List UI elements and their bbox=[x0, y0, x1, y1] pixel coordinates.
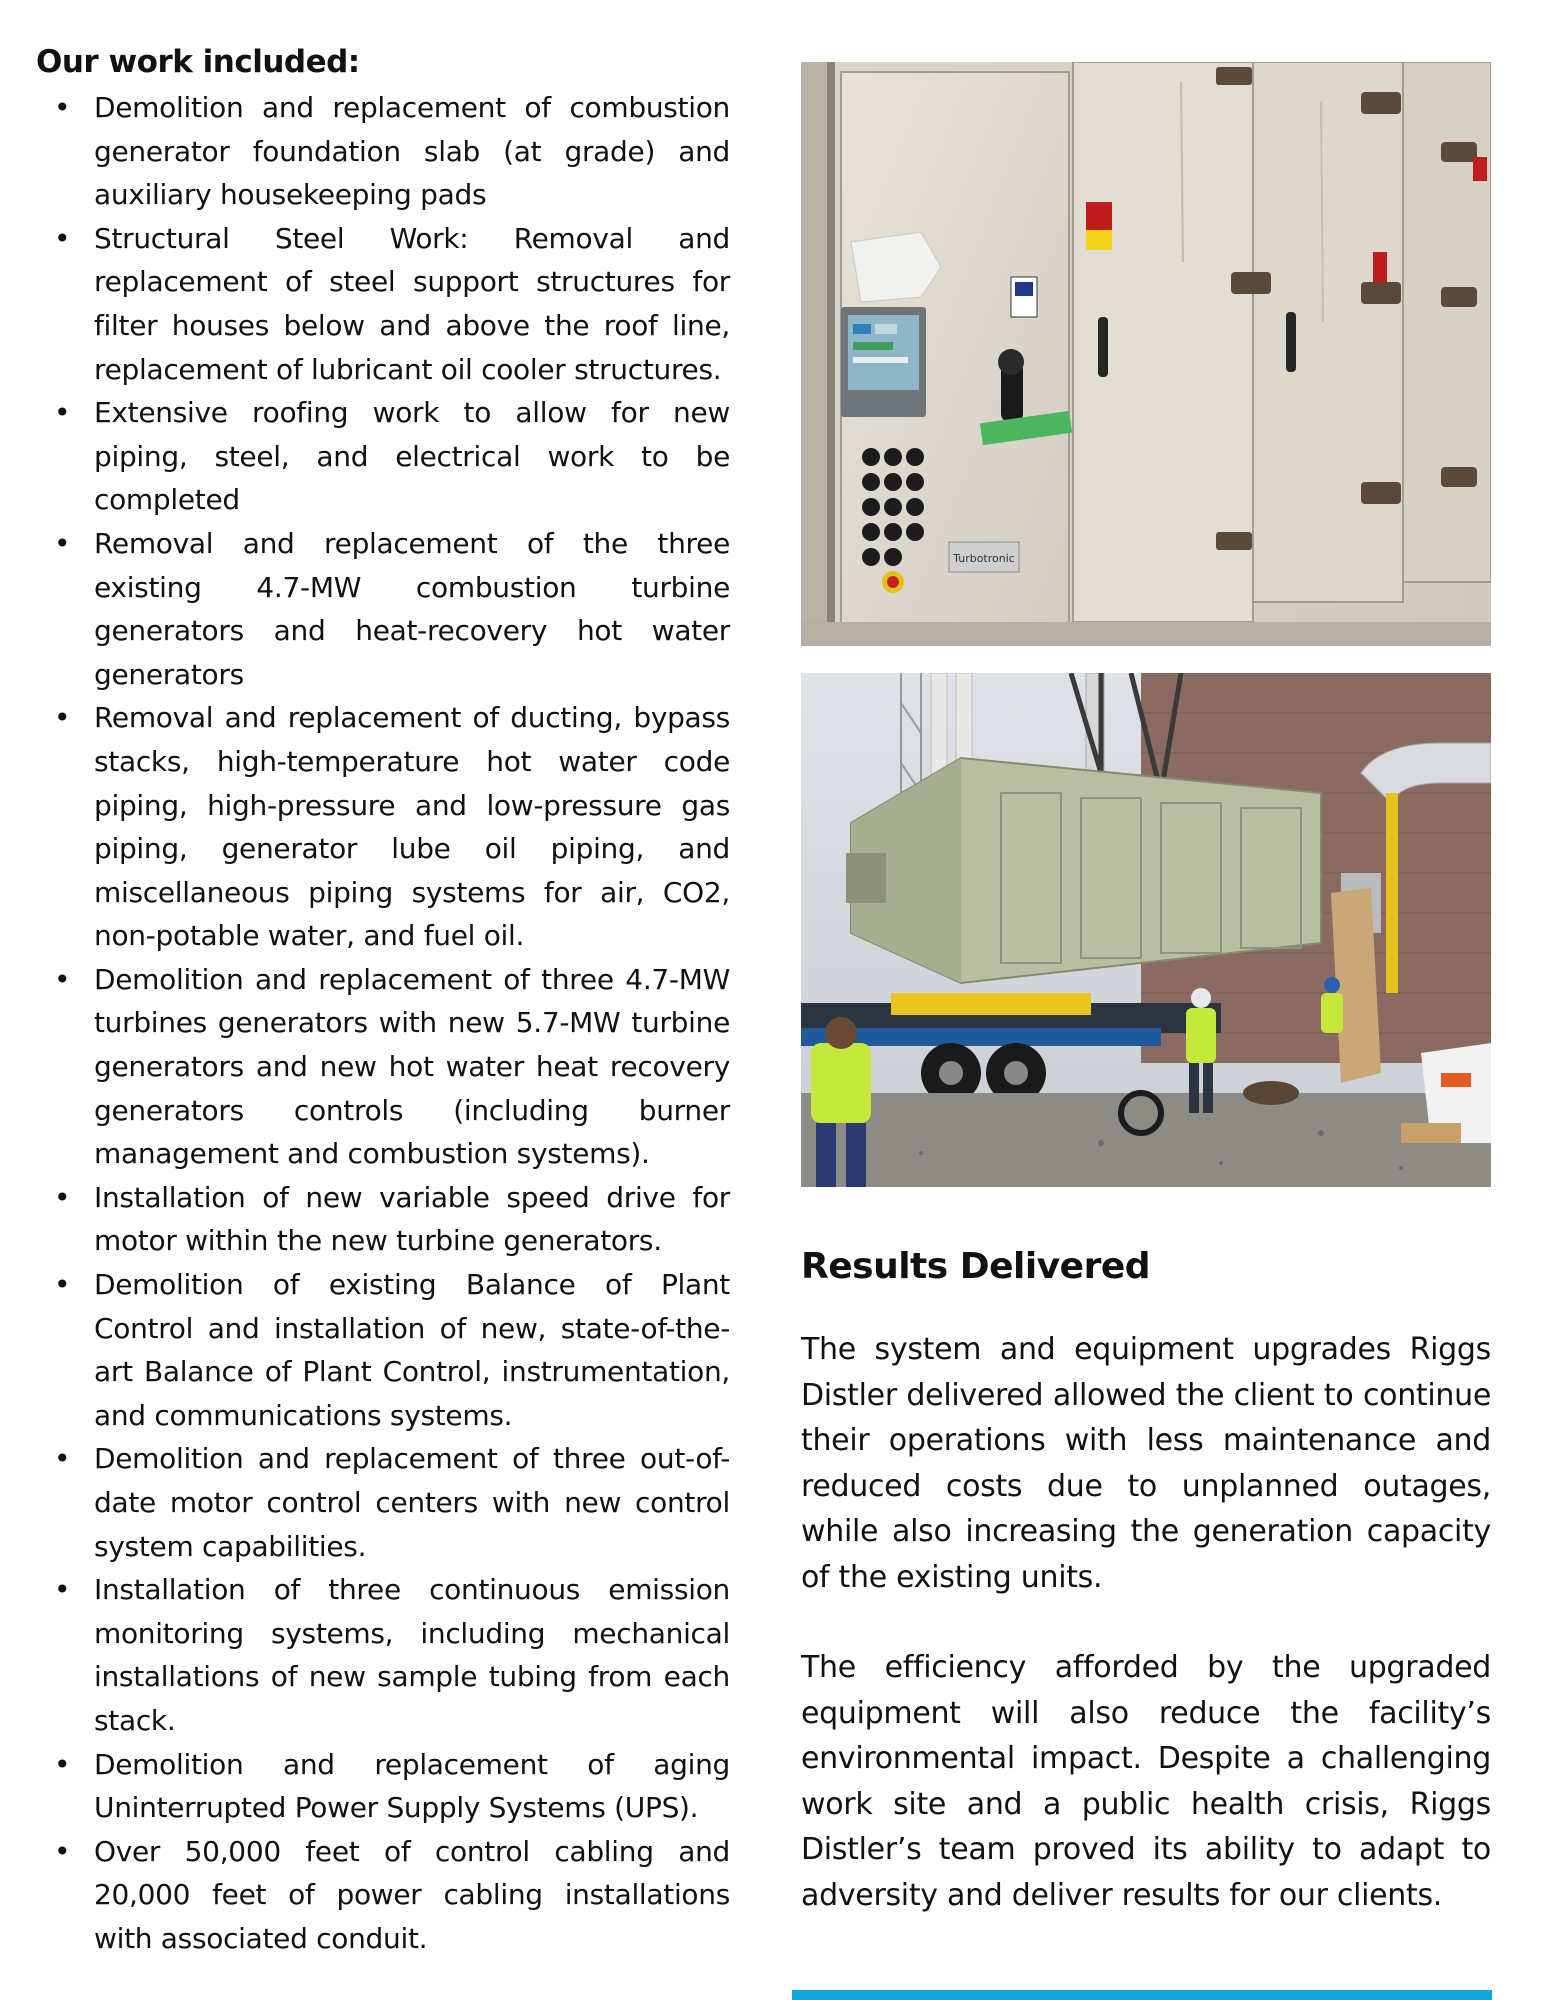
panel-brand-label: Turbotronic bbox=[953, 552, 1015, 565]
list-item: • Demolition and replacement of three out-of-date motor control centers with new control system capabilities. bbox=[36, 1437, 730, 1568]
work-list bbox=[36, 86, 730, 1961]
list-item: • Installation of three continuous emission monitoring systems, including mechanical installations of new sample tubing from each stack. bbox=[36, 1568, 730, 1742]
results-paragraph: The system and equipment upgrades Riggs Distler delivered allowed the client to continue their operations with less maintenance and reduced costs due to unplanned outages, while also increasing the generation capacity of the existing units. bbox=[801, 1332, 1491, 1595]
right-column bbox=[801, 62, 1491, 1918]
list-item: • Demolition of existing Balance of Plant Control and installation of new, state-of-the-art Balance of Plant Control, instrumentation, and communications systems. bbox=[36, 1263, 730, 1437]
list-item: • Removal and replacement of ducting, bypass stacks, high-temperature hot water code piping, high-pressure and low-pressure gas piping, generator lube oil piping, and miscellaneous piping systems for air, CO2, non-potable water, and fuel oil. bbox=[36, 696, 730, 958]
list-item: • Removal and replacement of the three existing 4.7-MW combustion turbine generators and heat-recovery hot water generators bbox=[36, 522, 730, 696]
work-section bbox=[36, 42, 730, 1961]
results-paragraph: The efficiency afforded by the upgraded equipment will also reduce the facility’s environmental impact. Despite a challenging work site and a public health crisis, Riggs Distler’s team proved its ability to adapt to adversity and deliver results for our clients. bbox=[801, 1650, 1491, 1913]
list-item: • Demolition and replacement of aging Uninterrupted Power Supply Systems (UPS). bbox=[36, 1743, 730, 1830]
work-heading: Our work included: bbox=[36, 44, 360, 80]
list-item: • Demolition and replacement of combustion generator foundation slab (at grade) and auxiliary housekeeping pads bbox=[36, 86, 730, 217]
control-panel-photo bbox=[801, 62, 1491, 646]
list-item: • Installation of new variable speed drive for motor within the new turbine generators. bbox=[36, 1176, 730, 1263]
list-item: • Extensive roofing work to allow for new piping, steel, and electrical work to be completed bbox=[36, 391, 730, 522]
accent-bar bbox=[792, 1990, 1492, 2000]
list-item: • Over 50,000 feet of control cabling and 20,000 feet of power cabling installations with associated conduit. bbox=[36, 1830, 730, 1961]
generator-lift-photo bbox=[801, 673, 1491, 1187]
list-item: • Structural Steel Work: Removal and replacement of steel support structures for filter houses below and above the roof line, replacement of lubricant oil cooler structures. bbox=[36, 217, 730, 391]
list-item: • Demolition and replacement of three 4.7-MW turbines generators with new 5.7-MW turbine generators and new hot water heat recovery generators controls (including burner management and combustion systems). bbox=[36, 958, 730, 1176]
results-heading: Results Delivered bbox=[801, 1246, 1151, 1287]
